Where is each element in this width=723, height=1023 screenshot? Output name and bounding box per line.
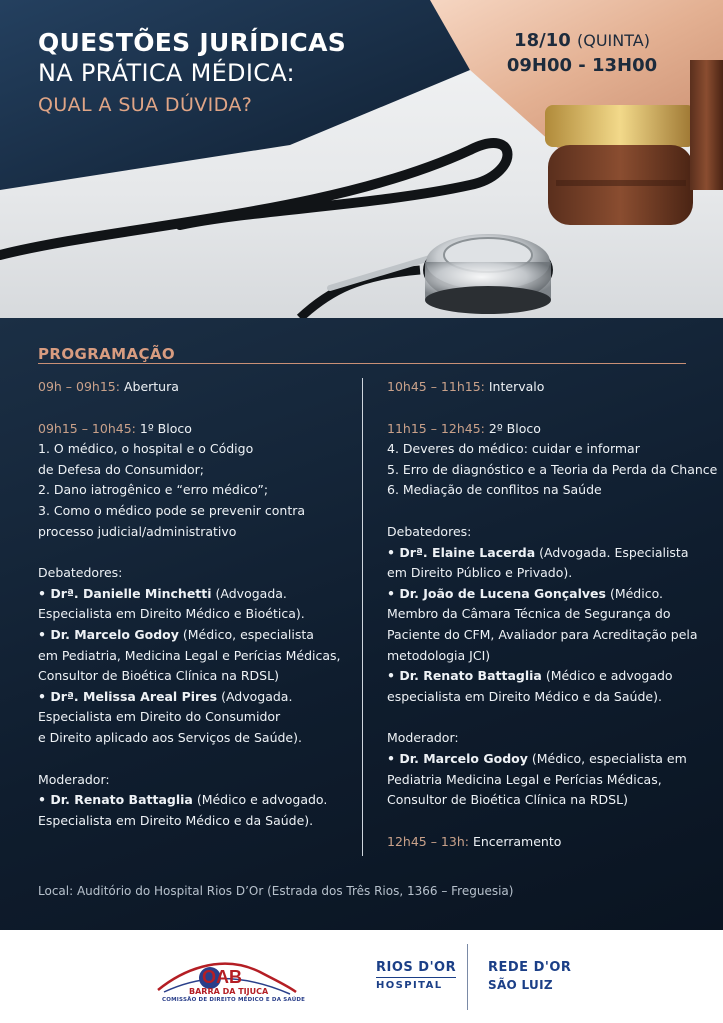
debater-1-desc-2: Especialista em Direito Médico e Bioética). — [38, 606, 305, 622]
moderator-2-desc-2: Pediatria Medicina Legal e Perícias Médicas, — [387, 771, 662, 787]
program-heading: PROGRAMAÇÃO — [38, 345, 176, 363]
weekday: (QUINTA) — [577, 31, 650, 50]
debater-6 — [387, 666, 705, 687]
moderator-label: Moderador: — [38, 771, 110, 787]
debater-2-desc-3: Consultor de Bioética Clínica na RDSL) — [38, 668, 279, 684]
program-right-column — [387, 377, 718, 852]
date-line — [502, 30, 662, 51]
topic-5: 5. Erro de diagnóstico e a Teoria da Perda da Chance — [387, 461, 718, 477]
event-location: Local: Auditório do Hospital Rios D’Or (Estrada dos Três Rios, 1366 – Freguesia) — [38, 884, 514, 898]
debater-6-desc-2: especialista em Direito Médico e da Saúde). — [387, 688, 662, 704]
rede-line-2: SÃO LUIZ — [488, 978, 553, 992]
debater-2-name: • Dr. Marcelo Godoy — [38, 626, 179, 642]
oab-line-2: COMISSÃO DE DIREITO MÉDICO E DA SAÚDE — [162, 997, 306, 1003]
event-time: 09H00 - 13H00 — [506, 55, 658, 76]
debater-5-desc-4: metodologia JCI) — [387, 647, 491, 663]
moderator — [38, 790, 358, 811]
rios-line-2: HOSPITAL — [376, 977, 456, 991]
break-item — [387, 377, 705, 398]
debater-5-desc-2: Membro da Câmara Técnica de Segurança do — [387, 606, 671, 622]
topic-3a: 3. Como o médico pode se prevenir contra — [38, 502, 306, 518]
debater-6-desc: (Médico e advogado — [541, 668, 673, 684]
block2-heading — [387, 419, 705, 440]
title-line-3: QUAL A SUA DÚVIDA? — [38, 94, 253, 116]
debater-1 — [38, 584, 358, 605]
debater-3-desc: (Advogada. — [217, 688, 293, 704]
block1-label: 1º Bloco — [135, 420, 192, 436]
oab-mark: OAB — [202, 967, 242, 987]
closing-label: Encerramento — [468, 833, 562, 849]
oab-line-1: BARRA DA TIJUCA — [189, 987, 269, 996]
debater-5 — [387, 584, 705, 605]
topic-4: 4. Deveres do médico: cuidar e informar — [387, 441, 640, 457]
break-label: Intervalo — [484, 379, 545, 394]
rede-dor-logo — [488, 960, 571, 992]
moderator-2-name: • Dr. Marcelo Godoy — [387, 750, 528, 766]
debater-4-name: • Drª. Elaine Lacerda — [387, 544, 536, 560]
closing-time: 12h45 – 13h: — [387, 833, 469, 849]
debater-5-name: • Dr. João de Lucena Gonçalves — [387, 585, 606, 601]
column-divider — [362, 378, 363, 856]
heading-rule — [38, 363, 686, 364]
debater-5-desc-3: Paciente do CFM, Avaliador para Acreditação pela — [387, 626, 698, 642]
program-left-column — [38, 377, 358, 831]
title-line-1: QUESTÕES JURÍDICAS — [38, 28, 347, 57]
rios-dor-logo — [376, 960, 456, 991]
opening-label: Abertura — [119, 379, 179, 394]
moderator-2 — [387, 749, 705, 770]
sponsor-footer — [0, 930, 723, 1023]
moderator-label-2: Moderador: — [387, 730, 459, 746]
debater-2-desc-2: em Pediatria, Medicina Legal e Perícias Médicas, — [38, 647, 341, 663]
break-time: 10h45 – 11h15: — [387, 379, 485, 394]
debater-4-desc-2: em Direito Público e Privado). — [387, 565, 573, 581]
debater-4-desc: (Advogada. Especialista — [535, 544, 689, 560]
debater-5-desc: (Médico. — [605, 585, 663, 601]
debater-2-desc: (Médico, especialista — [178, 626, 314, 642]
opening-time: 09h – 09h15: — [38, 379, 120, 394]
date-value: 18/10 — [514, 30, 571, 51]
debater-1-name: • Drª. Danielle Minchetti — [38, 585, 212, 601]
debaters-label: Debatedores: — [387, 523, 472, 539]
debater-6-name: • Dr. Renato Battaglia — [387, 668, 542, 684]
block2-label: 2º Bloco — [484, 420, 541, 436]
moderator-name: • Dr. Renato Battaglia — [38, 792, 193, 808]
block2-time: 11h15 – 12h45: — [387, 420, 485, 436]
topic-1a: 1. O médico, o hospital e o Código — [38, 441, 254, 457]
debater-4 — [387, 543, 705, 564]
title-line-2: NA PRÁTICA MÉDICA: — [38, 59, 295, 87]
block1-time: 09h15 – 10h45: — [38, 420, 136, 436]
closing-item — [387, 832, 705, 853]
moderator-desc: (Médico e advogado. — [192, 792, 328, 808]
moderator-desc-2: Especialista em Direito Médico e da Saúde). — [38, 812, 314, 828]
debaters-label: Debatedores: — [38, 565, 123, 581]
topic-6: 6. Mediação de conflitos na Saúde — [387, 482, 602, 498]
event-title — [38, 28, 346, 116]
rede-line-1: REDE D'OR — [488, 960, 572, 975]
moderator-2-desc-3: Consultor de Bioética Clínica na RDSL) — [387, 792, 628, 808]
logo-separator — [467, 944, 468, 1010]
debater-3-desc-2: Especialista em Direito do Consumidor — [38, 709, 281, 725]
debater-3-desc-3: e Direito aplicado aos Serviços de Saúde). — [38, 729, 302, 745]
block1-heading — [38, 419, 358, 440]
debater-3 — [38, 687, 358, 708]
topic-3b: processo judicial/administrativo — [38, 523, 237, 539]
opening-item — [38, 377, 358, 398]
topic-1b: de Defesa do Consumidor; — [38, 461, 205, 477]
debater-3-name: • Drª. Melissa Areal Pires — [38, 688, 218, 704]
topic-2: 2. Dano iatrogênico e “erro médico”; — [38, 482, 269, 498]
moderator-2-desc: (Médico, especialista em — [527, 750, 687, 766]
debater-2 — [38, 625, 358, 646]
program-section — [0, 318, 723, 930]
rios-line-1: RIOS D'OR — [376, 960, 457, 975]
event-date — [502, 30, 662, 76]
debater-1-desc: (Advogada. — [211, 585, 287, 601]
hero-section — [0, 0, 723, 318]
